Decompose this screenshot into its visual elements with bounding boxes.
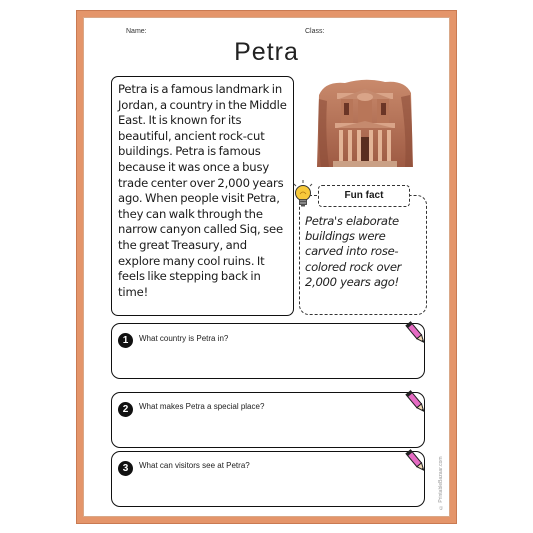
fun-fact-text: Petra's elaborate buildings were carved into rose-colored rock over 2,000 years ago! xyxy=(305,214,402,289)
pencil-icon xyxy=(403,389,429,415)
page-title: Petra xyxy=(234,38,299,66)
class-label: Class: xyxy=(305,28,325,35)
watermark-text: © PrintableBazaar.com xyxy=(438,456,444,510)
reading-passage: Petra is a famous landmark in Jordan, a country in the Middle East. It is known for its beautiful, ancient rock-cut buildings. Petra is famous because it was once a busy trade center over 2,000 years ago. When people visit Petra, they can walk through the narrow canyon called Siq, see the great Treasury, and explore many cool ruins. It feels like stepping back in time! xyxy=(111,76,294,316)
question-2-text: What makes Petra a special place? xyxy=(139,402,265,411)
question-3-answer-box[interactable] xyxy=(111,451,425,507)
question-2-number: 2 xyxy=(118,402,133,417)
question-1-text: What country is Petra in? xyxy=(139,334,229,343)
question-2-answer-box[interactable] xyxy=(111,392,425,448)
petra-treasury-image xyxy=(315,75,415,171)
question-3-text: What can visitors see at Petra? xyxy=(139,461,250,470)
pencil-icon xyxy=(403,320,429,346)
question-3-number: 3 xyxy=(118,461,133,476)
pencil-icon xyxy=(403,448,429,474)
question-1-number: 1 xyxy=(118,333,133,348)
name-label: Name: xyxy=(126,28,147,35)
question-1-answer-box[interactable] xyxy=(111,323,425,379)
lightbulb-icon xyxy=(291,180,315,210)
fun-fact-heading: Fun fact xyxy=(318,185,410,207)
